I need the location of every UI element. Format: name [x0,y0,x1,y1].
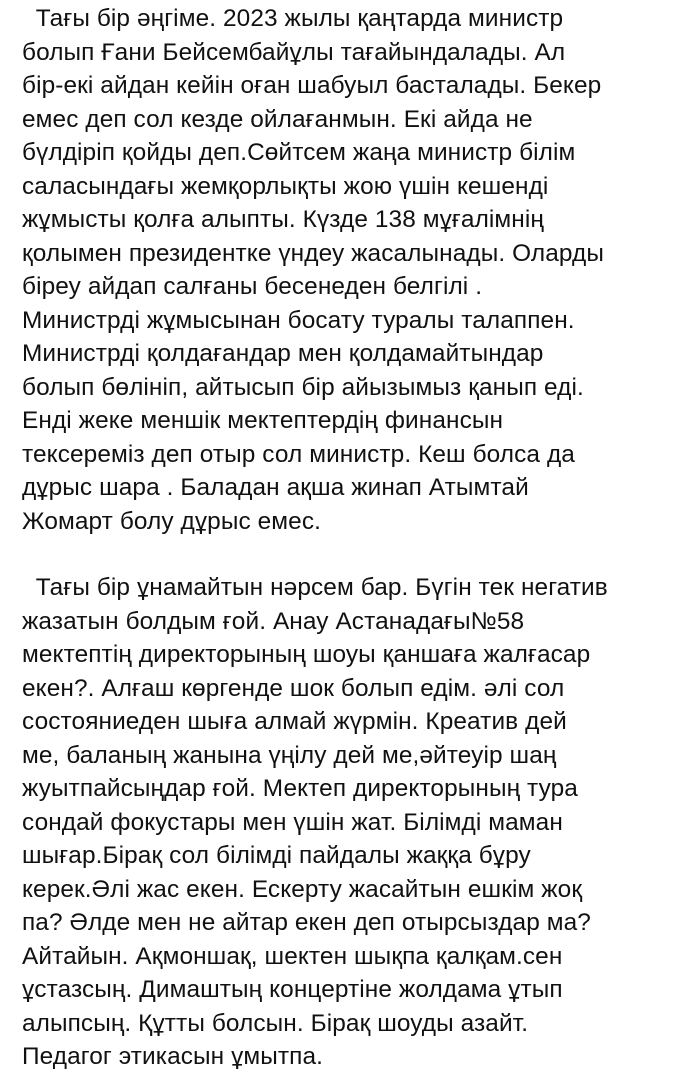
text-line: саласындағы жемқорлықты жою үшін кешенді [22,172,549,200]
paragraph-1 [22,2,672,538]
scrollbar[interactable] [676,170,680,330]
text-line: жұмысты қолға алыпты. Күзде 138 мұғалімнің [22,206,544,233]
text-line: болып Ғани Бейсембайұлы тағайындалады. Ал [22,38,566,66]
text-line: керек.Әлі жас екен. Ескерту жасайтын ешкім жоқ [22,875,583,903]
text-line: мектептің директорының шоуы қаншаға жалғасар [22,641,591,668]
note-body [22,2,672,1074]
text-line: тексереміз деп отыр сол министр. Кеш болса да [22,440,575,468]
text-line: Айтайын. Ақмоншақ, шектен шықпа қалқам.сен [22,942,563,970]
text-line: состояниеден шыға алмай жүрмін. Креатив дей [22,708,567,735]
text-line: Тағы бір әңгіме. 2023 жылы қаңтарда министр [22,5,564,32]
text-line: ұстазсың. Димаштың концертіне жолдама ұтып [22,976,563,1003]
text-line: қолымен президентке үндеу жасалынады. Оларды [22,239,604,267]
text-line: дұрыс шара . Баладан ақша жинап Атымтай [22,474,529,501]
text-line: ме, баланың жанына үңілу дей ме,әйтеуір шаң [22,741,557,769]
text-line: бүлдіріп қойды деп.Сөйтсем жаңа министр білім [22,139,576,166]
text-line: емес деп сол кезде ойлағанмын. Екі айда не [22,105,533,133]
text-line: алыпсың. Құтты болсын. Бірақ шоуды азайт. [22,1009,529,1037]
text-line: жуытпайсыңдар ғой. Мектеп директорының тура [22,775,578,802]
paragraph-2 [22,571,672,1074]
text-line: Министрді жұмысынан босату туралы талаппен. [22,306,575,334]
text-line: Жомарт болу дұрыс емес. [22,507,321,535]
text-line: екен?. Алғаш көргенде шок болып едім. әлі сол [22,674,565,702]
text-line: па? Әлде мен не айтар екен деп отырсыздар ма? [22,909,591,936]
text-line: жазатын болдым ғой. Анау Астанадағы№58 [22,607,525,635]
text-line: сондай фокустары мен үшін жат. Білімді маман [22,808,563,836]
text-line: болып бөлініп, айтысып бір айызымыз қанып еді. [22,373,584,401]
text-line: бір-екі айдан кейін оған шабуыл басталады. Бекер [22,72,602,99]
text-line: Педагог этикасын ұмытпа. [22,1043,324,1070]
text-line: біреу айдап салғаны бесенеден белгілі . [22,273,483,300]
text-line: Тағы бір ұнамайтын нәрсем бар. Бүгін тек негатив [22,574,608,601]
text-line: шығар.Бірақ сол білімді пайдалы жаққа бұру [22,842,531,869]
text-line: Енді жеке меншік мектептердің финансын [22,407,504,434]
text-line: Министрді қолдағандар мен қолдамайтындар [22,340,544,367]
